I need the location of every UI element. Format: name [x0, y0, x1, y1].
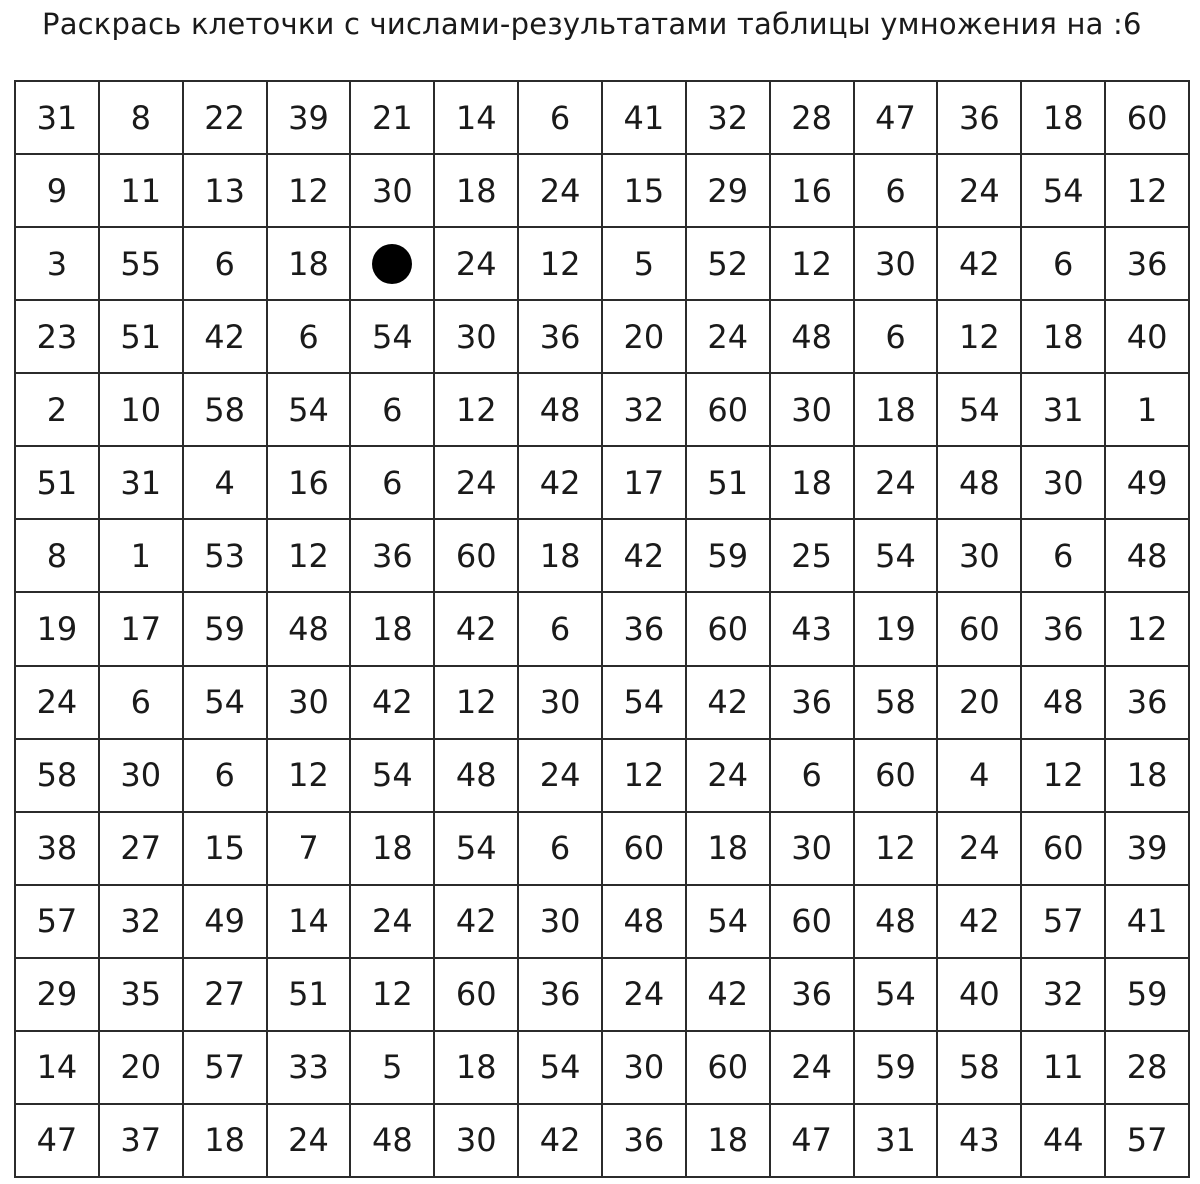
grid-cell[interactable]: 6 — [855, 301, 939, 374]
grid-cell[interactable]: 2 — [16, 374, 100, 447]
grid-cell[interactable]: 1 — [1106, 374, 1190, 447]
grid-cell[interactable]: 31 — [1022, 374, 1106, 447]
grid-cell[interactable]: 54 — [855, 959, 939, 1032]
grid-cell[interactable]: 9 — [16, 155, 100, 228]
grid-cell[interactable]: 30 — [435, 1105, 519, 1178]
grid-cell[interactable]: 48 — [435, 740, 519, 813]
grid-cell[interactable]: 30 — [771, 374, 855, 447]
grid-cell[interactable]: 15 — [184, 813, 268, 886]
grid-cell[interactable]: 42 — [351, 667, 435, 740]
grid-cell[interactable]: 24 — [603, 959, 687, 1032]
grid-cell[interactable]: 24 — [771, 1032, 855, 1105]
grid-cell[interactable]: 14 — [16, 1032, 100, 1105]
grid-cell[interactable]: 57 — [16, 886, 100, 959]
grid-cell[interactable]: 41 — [1106, 886, 1190, 959]
grid-cell[interactable]: 18 — [184, 1105, 268, 1178]
grid-cell[interactable]: 32 — [100, 886, 184, 959]
grid-cell[interactable]: 42 — [519, 1105, 603, 1178]
grid-cell[interactable]: 30 — [855, 228, 939, 301]
grid-cell[interactable]: 24 — [351, 886, 435, 959]
grid-cell[interactable]: 18 — [519, 520, 603, 593]
grid-cell[interactable]: 58 — [184, 374, 268, 447]
grid-cell[interactable]: 24 — [16, 667, 100, 740]
grid-cell[interactable]: 42 — [687, 959, 771, 1032]
grid-cell[interactable]: 12 — [268, 520, 352, 593]
grid-cell[interactable]: 24 — [687, 740, 771, 813]
grid-cell[interactable]: 41 — [603, 82, 687, 155]
grid-cell[interactable]: 36 — [938, 82, 1022, 155]
grid-cell[interactable]: 54 — [603, 667, 687, 740]
grid-cell[interactable]: 17 — [603, 447, 687, 520]
grid-cell[interactable]: 18 — [771, 447, 855, 520]
grid-cell[interactable]: 12 — [938, 301, 1022, 374]
page-title: Раскрась клеточки с числами-результатами таблицы умножения на :6 — [42, 7, 1142, 41]
grid-cell[interactable]: 27 — [100, 813, 184, 886]
grid-cell[interactable]: 16 — [268, 447, 352, 520]
grid-cell[interactable]: 48 — [938, 447, 1022, 520]
grid-cell[interactable]: 13 — [184, 155, 268, 228]
grid-cell[interactable]: 11 — [1022, 1032, 1106, 1105]
grid-cell[interactable]: 49 — [184, 886, 268, 959]
grid-cell[interactable]: 36 — [771, 959, 855, 1032]
grid-cell[interactable]: 42 — [687, 667, 771, 740]
grid-cell[interactable]: 20 — [938, 667, 1022, 740]
grid-cell[interactable]: 12 — [351, 959, 435, 1032]
grid-cell[interactable]: 54 — [519, 1032, 603, 1105]
grid-cell[interactable]: 30 — [268, 667, 352, 740]
grid-cell[interactable]: 58 — [16, 740, 100, 813]
grid-cell[interactable]: 59 — [855, 1032, 939, 1105]
grid-cell[interactable]: 29 — [16, 959, 100, 1032]
grid-cell[interactable]: 6 — [855, 155, 939, 228]
grid-cell[interactable]: 1 — [100, 520, 184, 593]
grid-cell[interactable]: 12 — [268, 740, 352, 813]
grid-cell[interactable]: 18 — [268, 228, 352, 301]
grid-cell[interactable]: 47 — [771, 1105, 855, 1178]
grid-cell[interactable]: 14 — [435, 82, 519, 155]
grid-cell[interactable]: 12 — [603, 740, 687, 813]
grid-cell[interactable]: 12 — [435, 374, 519, 447]
grid-cell[interactable]: 42 — [435, 593, 519, 666]
grid-cell[interactable]: 42 — [435, 886, 519, 959]
grid-cell[interactable]: 5 — [603, 228, 687, 301]
grid-cell[interactable]: 8 — [16, 520, 100, 593]
grid-cell[interactable]: 51 — [687, 447, 771, 520]
grid-cell[interactable]: 28 — [771, 82, 855, 155]
grid-cell[interactable]: 24 — [938, 155, 1022, 228]
grid-cell[interactable]: 48 — [268, 593, 352, 666]
grid-cell[interactable]: 18 — [687, 1105, 771, 1178]
grid-cell[interactable]: 31 — [100, 447, 184, 520]
grid-cell[interactable]: 6 — [519, 593, 603, 666]
grid-cell[interactable]: 6 — [351, 447, 435, 520]
grid-cell[interactable]: 30 — [603, 1032, 687, 1105]
grid-cell[interactable]: 54 — [268, 374, 352, 447]
number-grid — [14, 80, 1190, 1178]
grid-cell[interactable]: 6 — [1022, 520, 1106, 593]
grid-cell[interactable]: 15 — [603, 155, 687, 228]
grid-cell[interactable]: 51 — [100, 301, 184, 374]
grid-cell[interactable]: 39 — [1106, 813, 1190, 886]
grid-cell[interactable]: 42 — [184, 301, 268, 374]
grid-cell[interactable]: 36 — [519, 301, 603, 374]
grid-cell[interactable]: 32 — [1022, 959, 1106, 1032]
grid-cell[interactable]: 47 — [16, 1105, 100, 1178]
grid-cell[interactable]: 17 — [100, 593, 184, 666]
grid-cell[interactable]: 31 — [855, 1105, 939, 1178]
grid-cell[interactable]: 36 — [351, 520, 435, 593]
grid-cell[interactable]: 54 — [855, 520, 939, 593]
grid-cell[interactable]: 30 — [351, 155, 435, 228]
grid-cell[interactable]: 58 — [938, 1032, 1022, 1105]
grid-cell[interactable]: 24 — [938, 813, 1022, 886]
grid-cell[interactable]: 32 — [603, 374, 687, 447]
grid-cell[interactable]: 24 — [519, 155, 603, 228]
grid-cell[interactable]: 6 — [519, 82, 603, 155]
grid-cell[interactable]: 43 — [938, 1105, 1022, 1178]
grid-cell[interactable]: 59 — [1106, 959, 1190, 1032]
grid-cell[interactable]: 60 — [771, 886, 855, 959]
grid-cell[interactable]: 48 — [603, 886, 687, 959]
grid-cell[interactable]: 28 — [1106, 1032, 1190, 1105]
grid-cell[interactable]: 19 — [855, 593, 939, 666]
grid-cell[interactable]: 6 — [771, 740, 855, 813]
grid-cell[interactable]: 18 — [1106, 740, 1190, 813]
grid-cell[interactable]: 53 — [184, 520, 268, 593]
grid-cell[interactable]: 42 — [938, 228, 1022, 301]
grid-cell[interactable]: 36 — [771, 667, 855, 740]
grid-cell[interactable]: 42 — [938, 886, 1022, 959]
grid-cell[interactable]: 30 — [938, 520, 1022, 593]
grid-cell[interactable]: 39 — [268, 82, 352, 155]
grid-cell[interactable]: 24 — [268, 1105, 352, 1178]
grid-cell[interactable]: 36 — [603, 1105, 687, 1178]
grid-cell[interactable]: 18 — [435, 155, 519, 228]
grid-cell[interactable]: 6 — [184, 740, 268, 813]
grid-cell[interactable]: 40 — [1106, 301, 1190, 374]
grid-cell[interactable]: 3 — [16, 228, 100, 301]
grid-cell[interactable]: 60 — [687, 374, 771, 447]
grid-cell[interactable]: 11 — [100, 155, 184, 228]
grid-cell[interactable]: 32 — [687, 82, 771, 155]
grid-cell[interactable]: 8 — [100, 82, 184, 155]
grid-cell[interactable]: 6 — [1022, 228, 1106, 301]
grid-cell[interactable]: 35 — [100, 959, 184, 1032]
grid-cell[interactable]: 38 — [16, 813, 100, 886]
grid-cell[interactable]: 54 — [351, 740, 435, 813]
grid-cell[interactable]: 16 — [771, 155, 855, 228]
grid-cell[interactable]: 37 — [100, 1105, 184, 1178]
grid-cell[interactable]: 54 — [938, 374, 1022, 447]
grid-cell[interactable]: 18 — [1022, 82, 1106, 155]
grid-cell[interactable]: 19 — [16, 593, 100, 666]
grid-cell[interactable]: 20 — [100, 1032, 184, 1105]
grid-cell[interactable]: 12 — [855, 813, 939, 886]
grid-cell[interactable]: 24 — [687, 301, 771, 374]
grid-cell[interactable]: 48 — [771, 301, 855, 374]
grid-cell[interactable]: 54 — [184, 667, 268, 740]
grid-cell[interactable]: 48 — [855, 886, 939, 959]
grid-cell[interactable]: 57 — [1022, 886, 1106, 959]
grid-cell[interactable]: 58 — [855, 667, 939, 740]
grid-cell[interactable]: 30 — [1022, 447, 1106, 520]
grid-cell[interactable]: 20 — [603, 301, 687, 374]
grid-cell[interactable]: 18 — [687, 813, 771, 886]
grid-cell[interactable]: 25 — [771, 520, 855, 593]
grid-cell[interactable]: 60 — [855, 740, 939, 813]
grid-cell[interactable]: 36 — [519, 959, 603, 1032]
grid-cell[interactable]: 55 — [100, 228, 184, 301]
grid-cell[interactable]: 5 — [351, 1032, 435, 1105]
grid-cell[interactable]: 6 — [351, 374, 435, 447]
grid-cell[interactable]: 57 — [184, 1032, 268, 1105]
grid-cell[interactable]: 48 — [519, 374, 603, 447]
grid-cell[interactable]: 12 — [1106, 593, 1190, 666]
grid-cell[interactable]: 30 — [435, 301, 519, 374]
grid-cell[interactable]: 60 — [603, 813, 687, 886]
grid-cell[interactable]: 18 — [1022, 301, 1106, 374]
grid-cell[interactable]: 47 — [855, 82, 939, 155]
grid-cell[interactable]: 43 — [771, 593, 855, 666]
grid-cell[interactable]: 27 — [184, 959, 268, 1032]
grid-cell[interactable]: 6 — [100, 667, 184, 740]
grid-cell[interactable]: 48 — [1022, 667, 1106, 740]
grid-cell[interactable]: 6 — [268, 301, 352, 374]
grid-cell[interactable]: 23 — [16, 301, 100, 374]
grid-cell[interactable]: 33 — [268, 1032, 352, 1105]
grid-cell[interactable]: 54 — [435, 813, 519, 886]
grid-cell[interactable]: 6 — [184, 228, 268, 301]
grid-cell[interactable]: 30 — [519, 667, 603, 740]
grid-cell[interactable]: 60 — [435, 959, 519, 1032]
grid-cell[interactable]: 42 — [603, 520, 687, 593]
grid-cell[interactable]: 29 — [687, 155, 771, 228]
grid-cell[interactable]: 21 — [351, 82, 435, 155]
grid-cell[interactable]: 54 — [1022, 155, 1106, 228]
grid-cell[interactable]: 12 — [1022, 740, 1106, 813]
grid-cell[interactable]: 42 — [519, 447, 603, 520]
grid-cell[interactable]: 60 — [938, 593, 1022, 666]
grid-cell[interactable]: 7 — [268, 813, 352, 886]
grid-cell[interactable]: 51 — [16, 447, 100, 520]
grid-cell[interactable]: 12 — [268, 155, 352, 228]
grid-cell[interactable]: 31 — [16, 82, 100, 155]
grid-cell[interactable]: 60 — [1022, 813, 1106, 886]
grid-cell[interactable]: 24 — [519, 740, 603, 813]
grid-cell[interactable]: 18 — [351, 813, 435, 886]
grid-cell[interactable]: 40 — [938, 959, 1022, 1032]
grid-cell[interactable]: 10 — [100, 374, 184, 447]
grid-cell[interactable]: 60 — [687, 1032, 771, 1105]
grid-cell[interactable]: 36 — [603, 593, 687, 666]
grid-cell[interactable]: 24 — [435, 447, 519, 520]
grid-cell[interactable]: 30 — [100, 740, 184, 813]
grid-cell[interactable]: 44 — [1022, 1105, 1106, 1178]
grid-cell[interactable]: 18 — [351, 593, 435, 666]
grid-cell[interactable]: 12 — [519, 228, 603, 301]
grid-cell[interactable]: 30 — [519, 886, 603, 959]
grid-cell[interactable]: 4 — [938, 740, 1022, 813]
grid-cell[interactable]: 51 — [268, 959, 352, 1032]
grid-cell[interactable]: 49 — [1106, 447, 1190, 520]
grid-cell[interactable]: 59 — [184, 593, 268, 666]
filled-dot-cell[interactable] — [351, 228, 435, 301]
grid-cell[interactable]: 12 — [435, 667, 519, 740]
grid-cell[interactable]: 36 — [1106, 667, 1190, 740]
grid-cell[interactable]: 52 — [687, 228, 771, 301]
grid-cell[interactable]: 18 — [855, 374, 939, 447]
grid-cell[interactable]: 12 — [771, 228, 855, 301]
grid-cell[interactable]: 48 — [351, 1105, 435, 1178]
grid-cell[interactable]: 60 — [687, 593, 771, 666]
grid-cell[interactable]: 24 — [435, 228, 519, 301]
grid-cell[interactable]: 60 — [435, 520, 519, 593]
grid-cell[interactable]: 36 — [1106, 228, 1190, 301]
grid-cell[interactable]: 59 — [687, 520, 771, 593]
grid-cell[interactable]: 30 — [771, 813, 855, 886]
grid-cell[interactable]: 48 — [1106, 520, 1190, 593]
grid-cell[interactable]: 4 — [184, 447, 268, 520]
grid-cell[interactable]: 12 — [1106, 155, 1190, 228]
grid-cell[interactable]: 14 — [268, 886, 352, 959]
grid-cell[interactable]: 60 — [1106, 82, 1190, 155]
grid-cell[interactable]: 18 — [435, 1032, 519, 1105]
grid-cell[interactable]: 24 — [855, 447, 939, 520]
grid-cell[interactable]: 57 — [1106, 1105, 1190, 1178]
grid-cell[interactable]: 54 — [351, 301, 435, 374]
grid-cell[interactable]: 6 — [519, 813, 603, 886]
grid-cell[interactable]: 22 — [184, 82, 268, 155]
grid-cell[interactable]: 36 — [1022, 593, 1106, 666]
grid-cell[interactable]: 54 — [687, 886, 771, 959]
